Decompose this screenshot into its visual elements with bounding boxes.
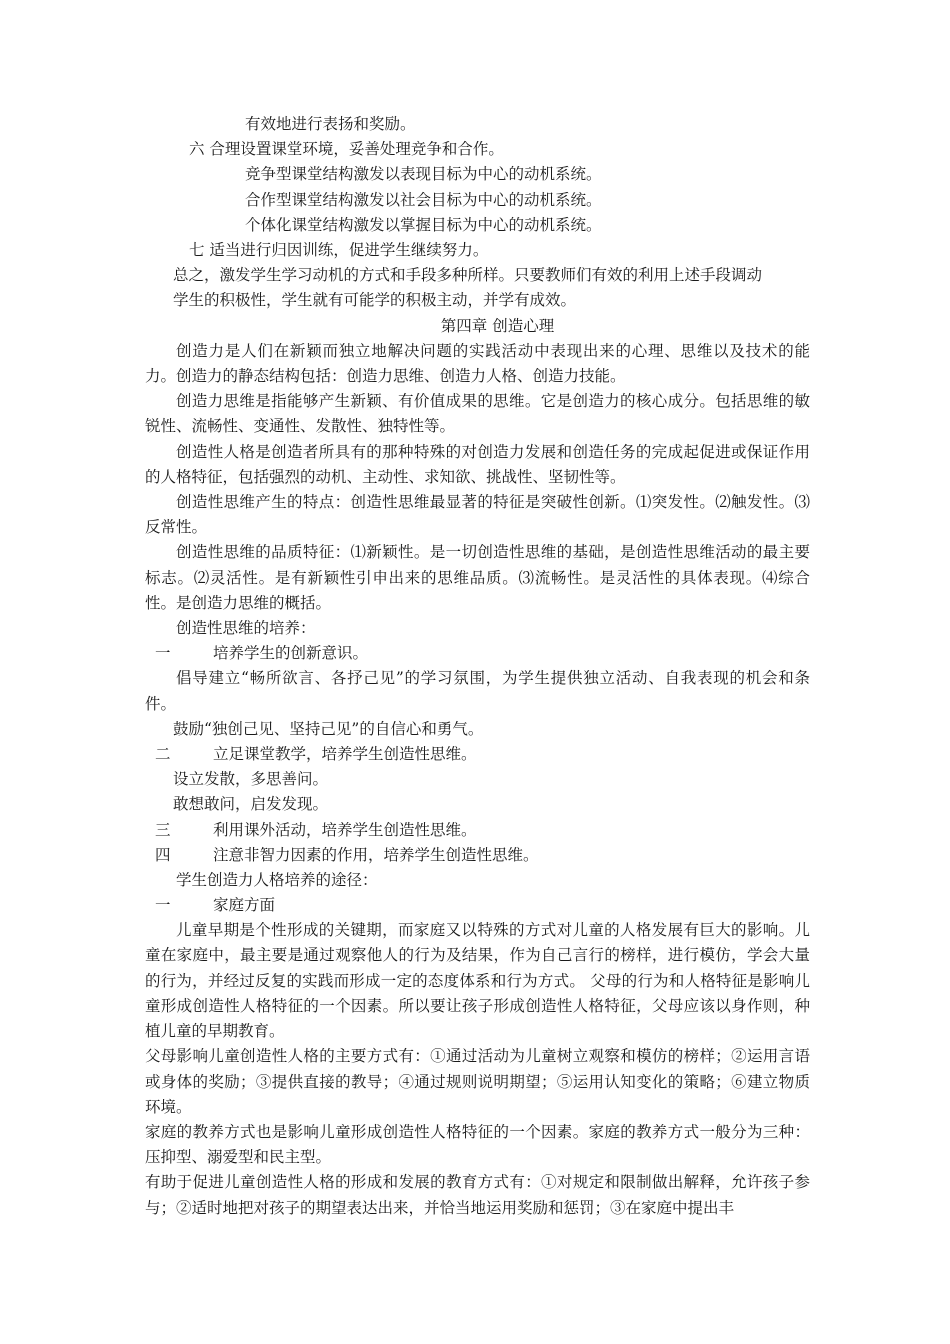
text-line: 有效地进行表扬和奖励。: [245, 115, 416, 133]
paragraph: 倡导建立“畅所欲言、各抒己见”的学习氛围，为学生提供独立活动、自我表现的机会和条件。: [145, 669, 810, 713]
numbered-item: [145, 843, 810, 868]
paragraph: 学生创造力人格培养的途径：: [176, 870, 378, 889]
text-line: 合作型课堂结构激发以社会目标为中心的动机系统。: [245, 190, 602, 209]
paragraph: 鼓励“独创己见、坚持己见”的自信心和勇气。: [173, 719, 484, 738]
conclusion-line: 学生的积极性，学生就有可能学的积极主动，并学有成效。: [173, 291, 577, 310]
item-text: 注意非智力因素的作用，培养学生创造性思维。: [213, 845, 539, 864]
section-item-seven: 七 适当进行归因训练，促进学生继续努力。: [189, 240, 489, 259]
paragraph: 儿童早期是个性形成的关键期，而家庭又以特殊的方式对儿童的人格发展有巨大的影响。儿童在家庭中，最主要是通过观察他人的行为及结果，作为自己言行的榜样，进行模仿，学会大量的行为，并经过反复的实践而形成一定的态度体系和行为方式。 父母的行为和人格特征是影响儿童形成创造性人格特征的一个因素。所以要让孩子形成创造性人格特征，父母应该以身作则，种植儿童的早期教育。: [145, 921, 810, 1041]
item-text: 立足课堂教学，培养学生创造性思维。: [213, 744, 477, 763]
text-line: 个体化课堂结构激发以掌握目标为中心的动机系统。: [245, 215, 602, 234]
numbered-item: [145, 893, 810, 918]
item-text: 家庭方面: [213, 896, 276, 915]
paragraph: 父母影响儿童创造性人格的主要方式有：①通过活动为儿童树立观察和模仿的榜样；②运用言语或身体的奖励；③提供直接的教导；④通过规则说明期望；⑤运用认知变化的策略；⑥建立物质环境。: [145, 1047, 810, 1116]
paragraph: 创造性思维的培养：: [176, 618, 316, 637]
item-number: 一: [155, 896, 171, 915]
item-number: 一: [155, 644, 171, 663]
paragraph: 敢想敢问，启发发现。: [173, 795, 329, 814]
paragraph: 创造力思维是指能够产生新颖、有价值成果的思维。它是创造力的核心成分。包括思维的敏锐性、流畅性、变通性、发散性、独特性等。: [145, 392, 810, 436]
document-page: [145, 112, 810, 1221]
numbered-item: [145, 641, 810, 666]
paragraph: 创造力是人们在新颖而独立地解决问题的实践活动中表现出来的心理、思维以及技术的能力。创造力的静态结构包括：创造力思维、创造力人格、创造力技能。: [145, 341, 810, 385]
paragraph: 设立发散，多思善问。: [173, 770, 329, 789]
paragraph: 创造性思维产生的特点：创造性思维最显著的特征是突破性创新。⑴突发性。⑵触发性。⑶反常性。: [145, 492, 810, 537]
item-text: 培养学生的创新意识。: [213, 644, 369, 663]
numbered-item: [145, 818, 810, 843]
paragraph: 家庭的教养方式也是影响儿童形成创造性人格特征的一个因素。家庭的教养方式一般分为三种：压抑型、溺爱型和民主型。: [145, 1122, 810, 1167]
paragraph: 有助于促进儿童创造性人格的形成和发展的教育方式有：①对规定和限制做出解释，允许孩子参与；②适时地把对孩子的期望表达出来，并恰当地运用奖励和惩罚；③在家庭中提出丰: [145, 1173, 810, 1217]
item-text: 利用课外活动，培养学生创造性思维。: [213, 820, 477, 839]
section-item-six: 六 合理设置课堂环境，妥善处理竞争和合作。: [189, 140, 504, 159]
item-number: 二: [155, 744, 171, 763]
paragraph: 创造性思维的品质特征：⑴新颖性。是一切创造性思维的基础，是创造性思维活动的最主要标志。⑵灵活性。是有新颖性引申出来的思维品质。⑶流畅性。是灵活性的具体表现。⑷综合性。是创造力思维的概括。: [145, 543, 810, 612]
conclusion-line: 总之，激发学生学习动机的方式和手段多种所样。只要教师们有效的利用上述手段调动: [173, 266, 763, 285]
item-number: 四: [155, 845, 171, 864]
chapter-heading: 第四章 创造心理: [440, 316, 555, 335]
item-number: 三: [155, 820, 171, 839]
paragraph: 创造性人格是创造者所具有的那种特殊的对创造力发展和创造任务的完成起促进或保证作用的人格特征，包括强烈的动机、主动性、求知欲、挑战性、坚韧性等。: [145, 442, 810, 486]
numbered-item: [145, 742, 810, 767]
text-line: 竞争型课堂结构激发以表现目标为中心的动机系统。: [245, 165, 602, 184]
